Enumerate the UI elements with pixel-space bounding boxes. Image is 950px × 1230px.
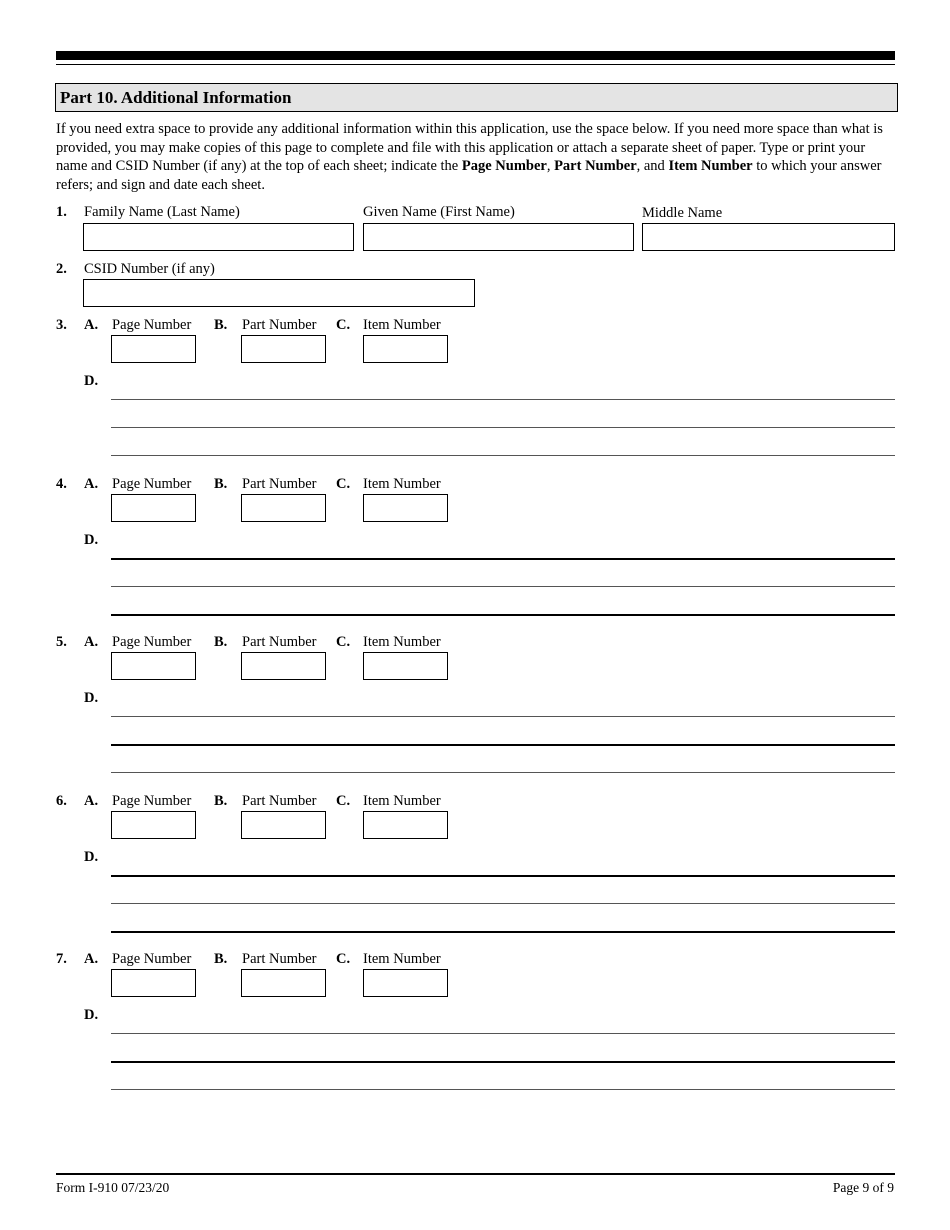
entry-d-marker: D.	[84, 373, 99, 389]
additional-info-line[interactable]	[111, 931, 895, 933]
item-number-label: Item Number	[363, 951, 441, 967]
item-number-label: Item Number	[363, 317, 441, 333]
page-number-input[interactable]	[111, 811, 196, 839]
additional-info-line[interactable]	[111, 716, 895, 717]
entry-b-marker: B.	[214, 317, 228, 333]
part-number-label: Part Number	[242, 634, 317, 650]
page-number-label: Page Number	[112, 951, 192, 967]
part-number-input[interactable]	[241, 494, 326, 522]
entry-a-marker: A.	[84, 793, 99, 809]
page-number-input[interactable]	[111, 335, 196, 363]
item-1-number: 1.	[56, 204, 67, 220]
additional-info-line[interactable]	[111, 399, 895, 400]
page-number-input[interactable]	[111, 652, 196, 680]
instructions-bold-item-number: Item Number	[668, 158, 753, 174]
middle-name-input[interactable]	[642, 223, 895, 251]
part-number-input[interactable]	[241, 811, 326, 839]
part-number-label: Part Number	[242, 317, 317, 333]
entry-d-marker: D.	[84, 849, 99, 865]
top-thick-rule	[56, 51, 895, 60]
entry-d-marker: D.	[84, 1007, 99, 1023]
given-name-input[interactable]	[363, 223, 634, 251]
additional-info-line[interactable]	[111, 427, 895, 428]
footer-rule	[56, 1173, 895, 1175]
entry-number: 6.	[56, 793, 67, 809]
entry-c-marker: C.	[336, 951, 351, 967]
family-name-input[interactable]	[83, 223, 354, 251]
additional-info-line[interactable]	[111, 558, 895, 560]
entry-c-marker: C.	[336, 793, 351, 809]
entry-a-marker: A.	[84, 951, 99, 967]
additional-info-line[interactable]	[111, 455, 895, 456]
item-number-input[interactable]	[363, 494, 448, 522]
entry-a-marker: A.	[84, 317, 99, 333]
part-number-label: Part Number	[242, 476, 317, 492]
entry-number: 3.	[56, 317, 67, 333]
part-number-input[interactable]	[241, 969, 326, 997]
instructions-paragraph	[56, 120, 894, 194]
additional-info-line[interactable]	[111, 772, 895, 773]
entry-d-marker: D.	[84, 690, 99, 706]
part-number-input[interactable]	[241, 335, 326, 363]
instructions-text-4: to which your answer refers; and sign and date each sheet.	[56, 158, 882, 193]
entry-b-marker: B.	[214, 476, 228, 492]
top-thin-rule	[56, 64, 895, 65]
entry-a-marker: A.	[84, 634, 99, 650]
page-number-label: Page Number	[112, 317, 192, 333]
additional-info-line[interactable]	[111, 614, 895, 616]
additional-info-line[interactable]	[111, 1033, 895, 1034]
item-number-label: Item Number	[363, 793, 441, 809]
page-number-input[interactable]	[111, 494, 196, 522]
middle-name-label: Middle Name	[642, 205, 723, 221]
entry-number: 4.	[56, 476, 67, 492]
item-number-label: Item Number	[363, 634, 441, 650]
entry-c-marker: C.	[336, 634, 351, 650]
entry-a-marker: A.	[84, 476, 99, 492]
part-number-label: Part Number	[242, 951, 317, 967]
instructions-bold-page-number: Page Number	[461, 158, 547, 174]
entry-c-marker: C.	[336, 317, 351, 333]
additional-info-line[interactable]	[111, 1061, 895, 1063]
csid-input[interactable]	[83, 279, 475, 307]
instructions-text-1: If you need extra space to provide any additional information within this application, use the space below. If you need more space than what is provided, you may make copies of this page to complete and file with this application or attach a separate sheet of paper. Type or print your name and CSID Number (if any) at the top of each sheet; indicate the	[56, 121, 883, 174]
additional-info-line[interactable]	[111, 744, 895, 746]
part-header: Part 10. Additional Information	[55, 83, 898, 112]
item-2-number: 2.	[56, 261, 67, 277]
page-number-label: Page Number	[112, 793, 192, 809]
entry-number: 5.	[56, 634, 67, 650]
item-number-input[interactable]	[363, 652, 448, 680]
item-number-input[interactable]	[363, 811, 448, 839]
entry-b-marker: B.	[214, 951, 228, 967]
instructions-text-3: , and	[636, 158, 669, 174]
instructions-text-2: ,	[546, 158, 555, 174]
footer-form-id: Form I-910 07/23/20	[56, 1180, 170, 1195]
csid-label: CSID Number (if any)	[84, 261, 215, 277]
page-number-label: Page Number	[112, 476, 192, 492]
given-name-label: Given Name (First Name)	[363, 204, 515, 220]
entry-d-marker: D.	[84, 532, 99, 548]
footer-page-number: Page 9 of 9	[832, 1180, 894, 1195]
part-number-label: Part Number	[242, 793, 317, 809]
entry-number: 7.	[56, 951, 67, 967]
item-number-label: Item Number	[363, 476, 441, 492]
part-number-input[interactable]	[241, 652, 326, 680]
family-name-label: Family Name (Last Name)	[84, 204, 240, 220]
item-number-input[interactable]	[363, 969, 448, 997]
additional-info-line[interactable]	[111, 875, 895, 877]
additional-info-line[interactable]	[111, 903, 895, 904]
entry-b-marker: B.	[214, 793, 228, 809]
item-number-input[interactable]	[363, 335, 448, 363]
entry-b-marker: B.	[214, 634, 228, 650]
entry-c-marker: C.	[336, 476, 351, 492]
additional-info-line[interactable]	[111, 1089, 895, 1090]
instructions-bold-part-number: Part Number	[554, 158, 637, 174]
page-number-input[interactable]	[111, 969, 196, 997]
page-number-label: Page Number	[112, 634, 192, 650]
additional-info-line[interactable]	[111, 586, 895, 587]
